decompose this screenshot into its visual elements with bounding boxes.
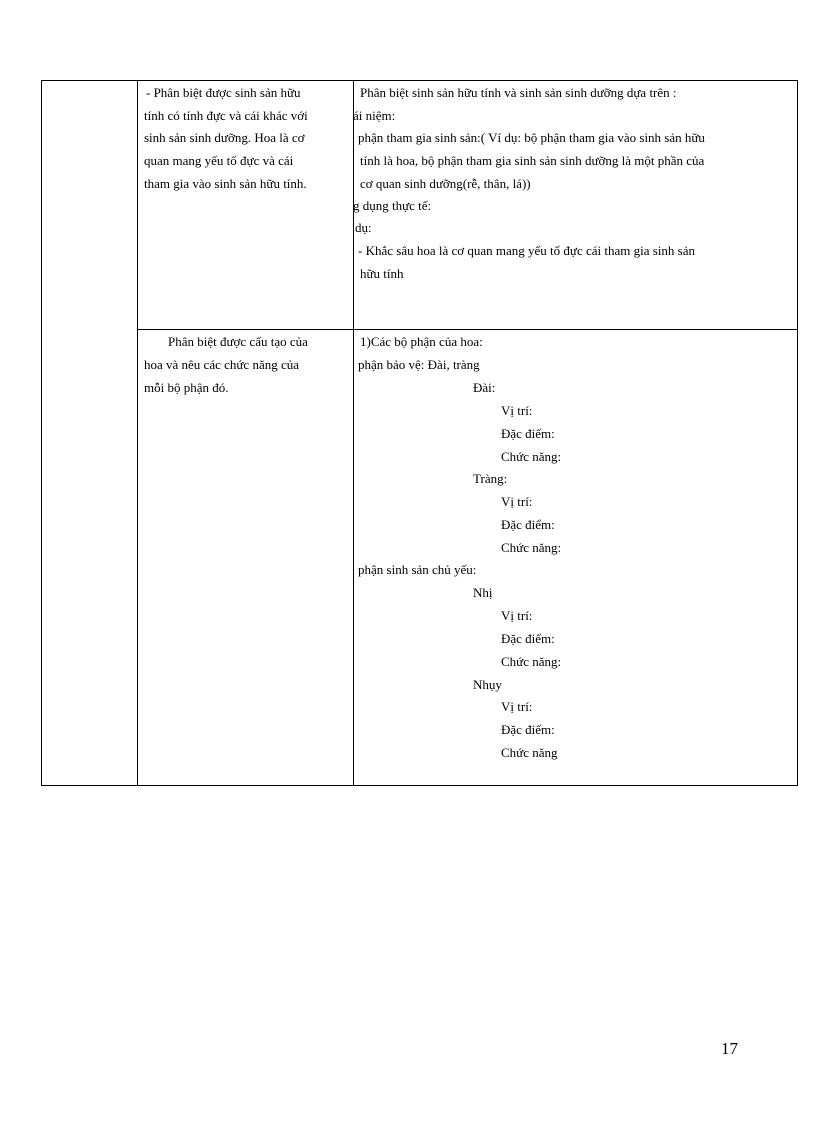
row1-content-line: hữu tính <box>360 266 404 281</box>
row2-content-line: Vị trí: <box>501 699 533 714</box>
page-number: 17 <box>721 1039 738 1058</box>
row2-content-line: Đặc điểm: <box>501 722 555 737</box>
row2-content-line: Vị trí: <box>501 403 533 418</box>
row2-content-line: Đặc điểm: <box>501 517 555 532</box>
row2-content-line: Nhị <box>473 585 493 600</box>
row-divider <box>137 329 797 330</box>
row2-objective-line: mỗi bộ phận đó. <box>144 380 229 395</box>
row1-content-line: phận tham gia sinh sản:( Ví dụ: bộ phận tham gia vào sinh sản hữu <box>358 130 705 145</box>
column-divider-2 <box>353 81 354 785</box>
row2-content-line: Chức năng <box>501 745 558 760</box>
row1-content-line: cơ quan sinh dưỡng(rễ, thân, lá)) <box>360 176 531 191</box>
row1-objective-line: sinh sản sinh dưỡng. Hoa là cơ <box>144 130 305 145</box>
row2-objective-line: Phân biệt được cấu tạo của <box>168 334 308 349</box>
row2-content-line: Nhụy <box>473 677 502 692</box>
row2-content-line: Đài: <box>473 380 496 395</box>
row2-content-line: Tràng: <box>473 471 508 486</box>
row1-content-line: g dụng thực tế: <box>353 198 432 213</box>
row1-content-line: Phân biệt sinh sản hữu tính và sinh sản sinh dưỡng dựa trên : <box>360 85 677 100</box>
row1-objective-line: tính có tính đực và cái khác với <box>144 108 308 123</box>
row2-content-line: phận sinh sản chủ yếu: <box>358 562 477 577</box>
row1-objective-line: tham gia vào sinh sản hữu tính. <box>144 176 307 191</box>
row1-objective-line: - Phân biệt được sinh sản hữu <box>146 85 301 100</box>
row2-content-line: phận bảo vệ: Đài, tràng <box>358 357 480 372</box>
row2-objective-line: hoa và nêu các chức năng của <box>144 357 300 372</box>
row2-content-line: 1)Các bộ phận của hoa: <box>360 334 483 349</box>
row2-content-line: Vị trí: <box>501 494 533 509</box>
row2-content-line: Đặc điểm: <box>501 426 555 441</box>
row1-content-line: tính là hoa, bộ phận tham gia sinh sản sinh dưỡng là một phần của <box>360 153 705 168</box>
row1-objective-line: quan mang yếu tố đực và cái <box>144 153 294 168</box>
row2-content-line: Vị trí: <box>501 608 533 623</box>
row1-content-line: dụ: <box>355 220 372 235</box>
row1-content-line: ái niệm: <box>353 108 396 123</box>
row2-content-line: Chức năng: <box>501 449 562 464</box>
row1-content-line: - Khắc sâu hoa là cơ quan mang yếu tố đực cái tham gia sinh sản <box>358 243 696 258</box>
row2-content-line: Chức năng: <box>501 540 562 555</box>
column-divider-1 <box>137 81 138 785</box>
row2-content-line: Đặc điểm: <box>501 631 555 646</box>
row2-content-line: Chức năng: <box>501 654 562 669</box>
